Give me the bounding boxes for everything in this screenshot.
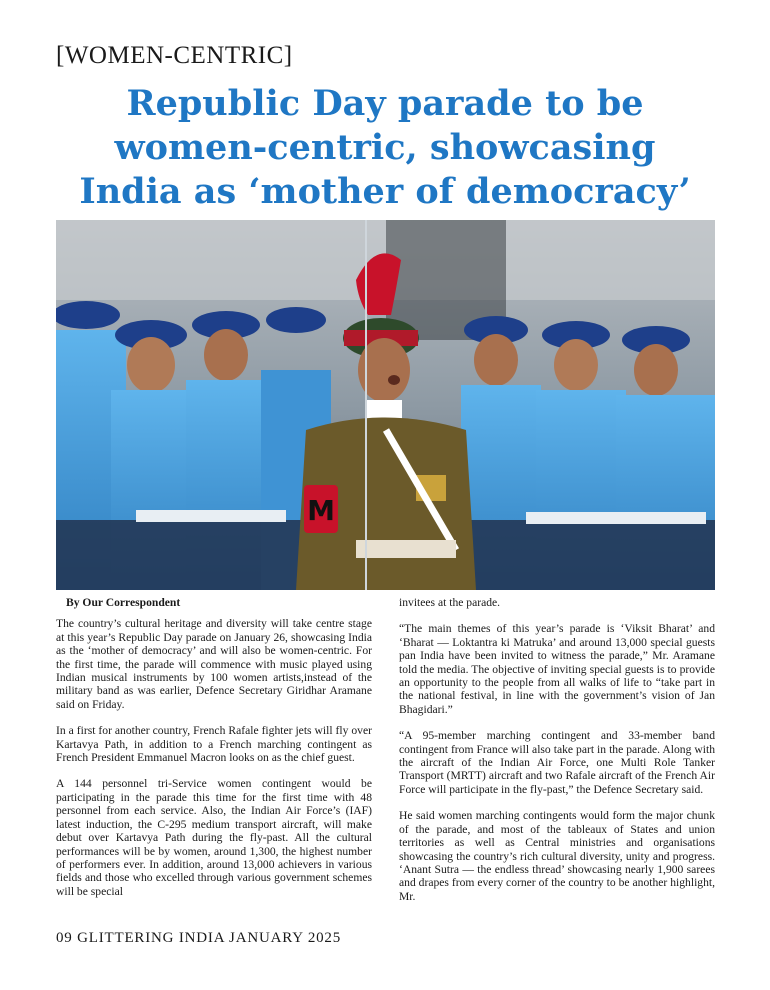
right-column: [399, 596, 715, 916]
armband-letter: M: [307, 494, 335, 527]
paragraph: The country’s cultural heritage and diversity will take centre stage at this year’s Republic Day parade on January 26, showcasing India as the ‘mother of democracy’ and will also be women-centric. For the first time, the parade will commence with music played using Indian musical instruments by 100 women artists,instead of the military band as was earlier, Defence Secretary Giridhar Aramane said on Friday.: [56, 617, 372, 711]
paragraph: A 144 personnel tri-Service women contingent would be participating in the parade this time for the first time with 48 personnel from each service. Also, the Indian Air Force’s (IAF) latest induction, the C-295 medium transport aircraft, will make debut over Kartavya Path during the fly-past. All the cultural performances will be by women, around 1,300, the highest number of performers ever. In addition, around 13,000 achievers in various fields and those who excelled through various government schemes will be special: [56, 777, 372, 898]
headline-line-3: India as ‘mother of democracy’: [79, 171, 691, 212]
page-footer: 09 GLITTERING INDIA JANUARY 2025: [56, 930, 342, 946]
paragraph: invitees at the parade.: [399, 596, 501, 609]
byline: By Our Correspondent: [66, 596, 181, 609]
paragraph: He said women marching contingents would form the major chunk of the parade, and most of the tableaux of States and union territories as well as Central ministries and organisations showcasing the country’s rich cultural diversity, unity and progress. ‘Anant Sutra — the endless thread’ showcasing nearly 1,900 sarees and drapes from every corner of the country to be another highlight, Mr.: [399, 809, 715, 903]
headline: [40, 82, 730, 214]
paragraph: “The main themes of this year’s parade is ‘Viksit Bharat’ and ‘Bharat — Loktantra ki Matruka’ and around 13,000 special guests pan India have been invited to witness the parade,” Mr. Aramane told the media. The objective of inviting special guests is to provide an opportunity to the people from all walks of life to “take part in the national festival, in line with the government’s vision of Jan Bhagidari.”: [399, 622, 715, 716]
left-column: [56, 596, 372, 911]
headline-line-2: women-centric, showcasing: [114, 127, 656, 168]
headline-line-1: Republic Day parade to be: [126, 83, 644, 124]
paragraph: “A 95-member marching contingent and 33-member band contingent from France will also take part in the parade. Along with the aircraft of the Indian Air Force, one Multi Role Tanker Transport (MRTT) aircraft and two Rafale aircraft of the French Air Force will participate in the fly-past,” the Defence Secretary said.: [399, 729, 715, 796]
section-tag: [WOMEN-CENTRIC]: [56, 42, 293, 69]
parade-photo-illustration: [56, 220, 715, 590]
parade-photo: [56, 220, 715, 590]
paragraph: In a first for another country, French Rafale fighter jets will fly over Kartavya Path, in addition to a French marching contingent as French President Emmanuel Macron looks on as the chief guest.: [56, 724, 372, 765]
